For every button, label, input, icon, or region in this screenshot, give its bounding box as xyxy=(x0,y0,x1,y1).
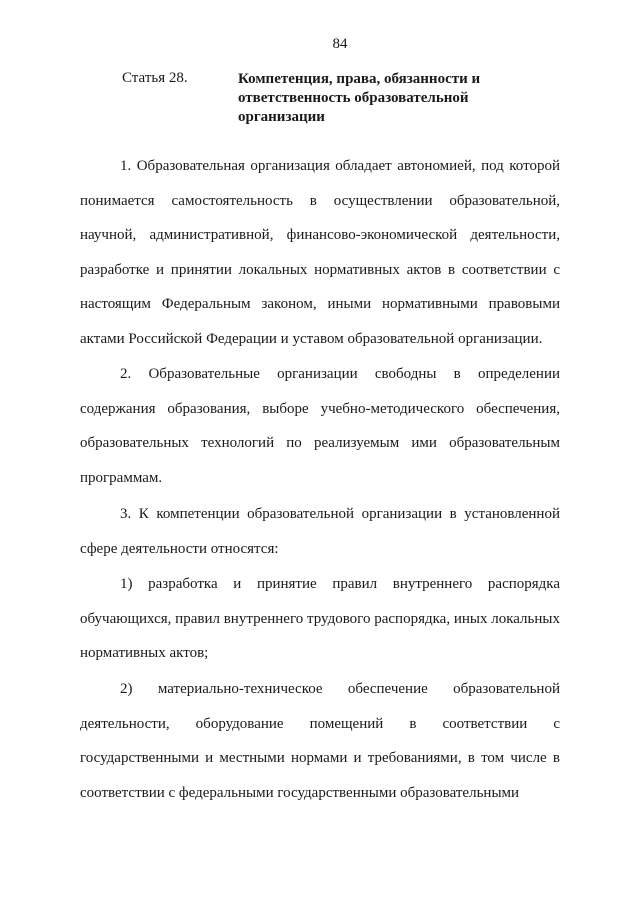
list-item-2: 2) материально-техническое обеспечение образовательной деятельности, оборудование помещений в соответствии с государственными и местными нормами и требованиями, в том числе в соответствии с федеральными государственными образовательными xyxy=(80,681,560,801)
paragraph-2: 2. Образовательные организации свободны в определении содержания образования, выборе учебно-методического обеспечения, образовательных технологий по реализуемым ими образовательным программам. xyxy=(80,366,560,486)
list-item-1: 1) разработка и принятие правил внутреннего распорядка обучающихся, правил внутреннего трудового распорядка, иных локальных нормативных актов; xyxy=(80,576,560,662)
article-label: Статья 28. xyxy=(122,70,188,86)
paragraph-1: 1. Образовательная организация обладает автономией, под которой понимается самостоятельность в осуществлении образовательной, научной, административной, финансово-экономической деятельности, разработке и принятии локальных нормативных актов в соответствии с настоящим Федеральным законом, иными нормативными правовыми актами Российской Федерации и уставом образовательной организации. xyxy=(80,158,560,347)
paragraph-3: 3. К компетенции образовательной организации в установленной сфере деятельности относятся: xyxy=(80,506,560,557)
article-title: Компетенция, права, обязанности и ответственность образовательной организации xyxy=(238,71,481,125)
page-number: 84 xyxy=(332,36,348,52)
